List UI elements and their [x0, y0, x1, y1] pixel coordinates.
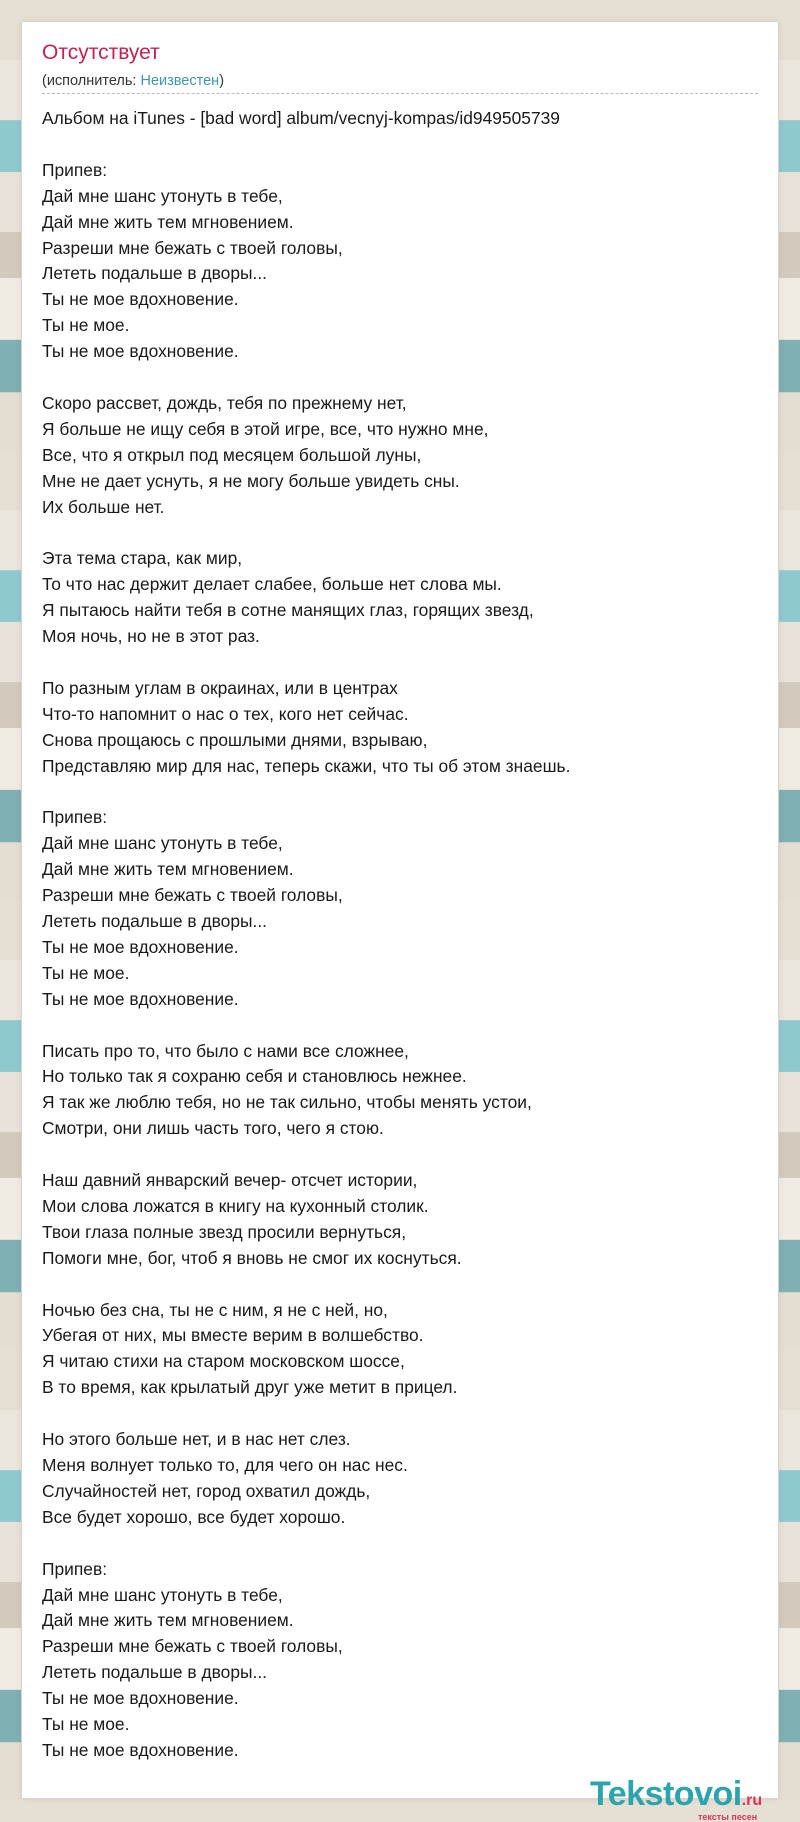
- lyrics-line: Все будет хорошо, все будет хорошо.: [42, 1506, 346, 1527]
- lyrics-line: Припев:: [42, 1558, 108, 1579]
- logo-tld: .ru: [741, 1792, 763, 1809]
- lyrics-line: Их больше нет.: [42, 496, 165, 517]
- lyrics-line: Ночью без сна, ты не с ним, я не с ней, но,: [42, 1299, 388, 1320]
- lyrics-line: Я читаю стихи на старом московском шоссе,: [42, 1351, 405, 1372]
- lyrics-card: [22, 22, 778, 1822]
- lyrics-line: Разреши мне бежать с твоей головы,: [42, 885, 343, 906]
- lyrics-line: Припев:: [42, 159, 108, 180]
- lyrics-line: Наш давний январский вечер- отсчет истории,: [42, 1170, 418, 1191]
- artist-link[interactable]: Неизвестен: [140, 73, 220, 89]
- lyrics-line: Ты не мое вдохновение.: [42, 936, 239, 957]
- lyrics-line: Убегая от них, мы вместе верим в волшебство.: [42, 1325, 424, 1346]
- lyrics-line: Что-то напомнит о нас о тех, кого нет сейчас.: [42, 703, 409, 724]
- lyrics-line: Эта тема стара, как мир,: [42, 548, 243, 569]
- lyrics-line: Помоги мне, бог, чтоб я вновь не смог их коснуться.: [42, 1247, 462, 1268]
- lyrics-line: Дай мне шанс утонуть в тебе,: [42, 1584, 283, 1605]
- lyrics-stanza: [42, 1427, 758, 1531]
- lyrics-line: Ты не мое.: [42, 315, 130, 336]
- lyrics-line: Писать про то, что было с нами все сложнее,: [42, 1040, 409, 1061]
- lyrics-line: Меня волнует только то, для чего он нас нес.: [42, 1454, 408, 1475]
- lyrics-line: Дай мне жить тем мгновением.: [42, 211, 294, 232]
- lyrics-line: Твои глаза полные звезд просили вернуться,: [42, 1221, 407, 1242]
- lyrics-stanza: [42, 1168, 758, 1272]
- lyrics-line: То что нас держит делает слабее, больше нет слова мы.: [42, 574, 502, 595]
- lyrics-line: Мне не дает уснуть, я не могу больше увидеть сны.: [42, 470, 460, 491]
- title-divider: [42, 93, 758, 94]
- lyrics-line: Ты не мое вдохновение.: [42, 988, 239, 1009]
- lyrics-line: Ты не мое вдохновение.: [42, 1739, 239, 1760]
- lyrics-line: Скоро рассвет, дождь, тебя по прежнему нет,: [42, 392, 407, 413]
- lyrics-line: Ты не мое.: [42, 1714, 130, 1735]
- artist-suffix: ): [219, 73, 225, 89]
- lyrics-stanza: [42, 106, 758, 132]
- lyrics-line: Моя ночь, но не в этот раз.: [42, 626, 260, 647]
- lyrics-line: Дай мне жить тем мгновением.: [42, 1610, 294, 1631]
- lyrics-line: Снова прощаюсь с прошлыми днями, взрываю,: [42, 729, 428, 750]
- lyrics-line: Лететь подальше в дворы...: [42, 263, 268, 284]
- song-subtitle: [42, 72, 224, 90]
- lyrics-line: Дай мне шанс утонуть в тебе,: [42, 833, 283, 854]
- lyrics-stanza: [42, 1039, 758, 1143]
- lyrics-line: Разреши мне бежать с твоей головы,: [42, 1636, 343, 1657]
- lyrics-line: Я пытаюсь найти тебя в сотне манящих глаз, горящих звезд,: [42, 600, 534, 621]
- logo-name: Tekstovoi: [590, 1775, 742, 1813]
- lyrics-line: Ты не мое вдохновение.: [42, 341, 239, 362]
- lyrics-stanza: [42, 546, 758, 650]
- lyrics-line: Но этого больше нет, и в нас нет слез.: [42, 1429, 351, 1450]
- lyrics-line: В то время, как крылатый друг уже метит в прицел.: [42, 1377, 458, 1398]
- lyrics-line: Ты не мое вдохновение.: [42, 289, 239, 310]
- lyrics-line: Я больше не ищу себя в этой игре, все, что нужно мне,: [42, 418, 489, 439]
- lyrics-stanza: [42, 805, 758, 1012]
- lyrics-stanza: [42, 676, 758, 780]
- lyrics-stanza: [42, 391, 758, 521]
- lyrics-line: Я так же люблю тебя, но не так сильно, чтобы менять устои,: [42, 1092, 532, 1113]
- lyrics-line: Припев:: [42, 807, 108, 828]
- lyrics-stanza: [42, 1557, 758, 1764]
- lyrics-line: Ты не мое вдохновение.: [42, 1688, 239, 1709]
- lyrics-line: Дай мне шанс утонуть в тебе,: [42, 185, 283, 206]
- lyrics-line: Лететь подальше в дворы...: [42, 1662, 268, 1683]
- lyrics-line: По разным углам в окраинах, или в центрах: [42, 677, 398, 698]
- song-title: Отсутствует: [42, 41, 160, 64]
- lyrics-line: Разреши мне бежать с твоей головы,: [42, 237, 343, 258]
- artist-prefix: (исполнитель:: [42, 73, 141, 89]
- logo-tagline: тексты песен: [698, 1812, 758, 1822]
- lyrics-line: Все, что я открыл под месяцем большой луны,: [42, 444, 422, 465]
- lyrics-line: Смотри, они лишь часть того, чего я стою.: [42, 1118, 384, 1139]
- lyrics-line: Альбом на iTunes - [bad word] album/vecnyj-kompas/id949505739: [42, 108, 560, 128]
- lyrics-line: Лететь подальше в дворы...: [42, 911, 268, 932]
- lyrics-stanza: [42, 1298, 758, 1402]
- lyrics-text: [42, 106, 758, 1790]
- lyrics-line: Случайностей нет, город охватил дождь,: [42, 1480, 371, 1501]
- lyrics-line: Дай мне жить тем мгновением.: [42, 859, 294, 880]
- lyrics-line: Ты не мое.: [42, 962, 130, 983]
- lyrics-stanza: [42, 158, 758, 365]
- lyrics-line: Но только так я сохраню себя и становлюсь нежнее.: [42, 1066, 467, 1087]
- lyrics-line: Представляю мир для нас, теперь скажи, что ты об этом знаешь.: [42, 755, 571, 776]
- lyrics-line: Мои слова ложатся в книгу на кухонный столик.: [42, 1195, 429, 1216]
